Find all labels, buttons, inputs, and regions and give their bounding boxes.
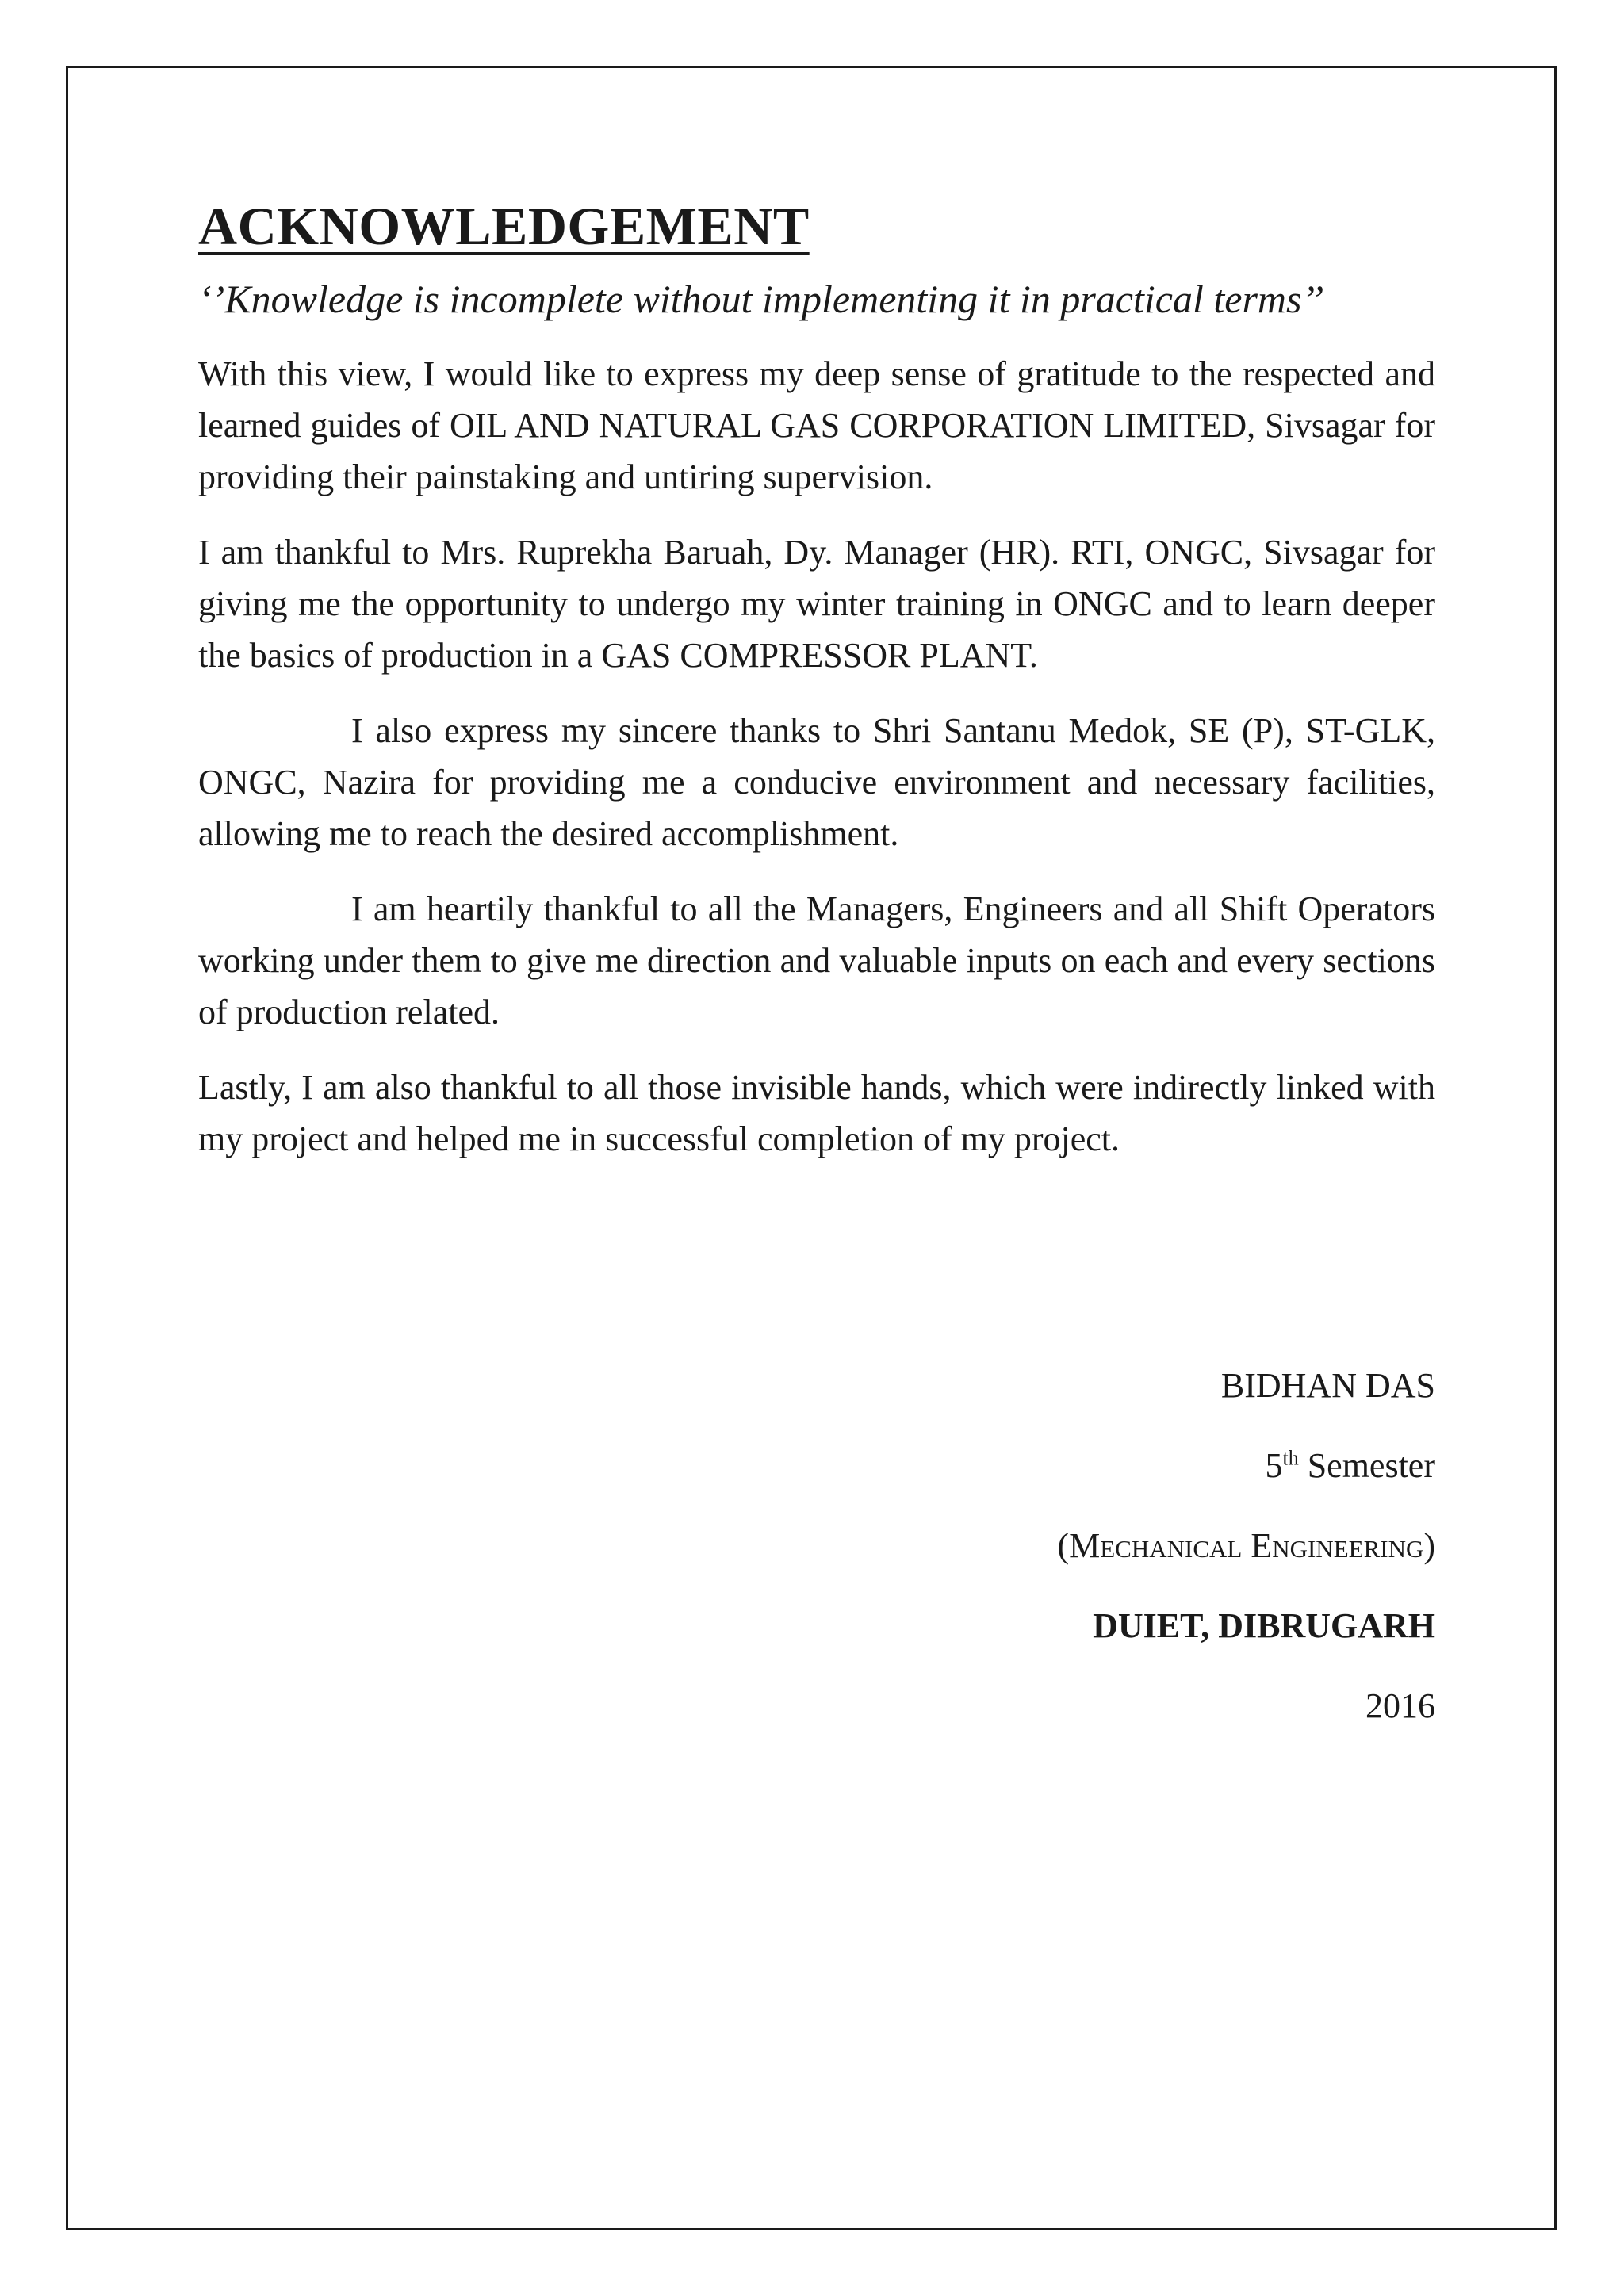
author-name: BIDHAN DAS [1220, 1366, 1435, 1405]
department-open-paren: ( [1057, 1526, 1070, 1565]
semester-suffix: th [1282, 1446, 1299, 1470]
paragraph-managers-thanks: I am heartily thankful to all the Managers, Engineers and all Shift Operators working under them to give me direction and valuable inputs on each and every sections of production related. [198, 889, 1435, 1031]
document-body [198, 194, 1435, 1188]
paragraph-gratitude: With this view, I would like to express my deep sense of gratitude to the respected and learned guides of OIL AND NATURAL GAS CORPORATION LIMITED, Sivsagar for providing their painstaking and untiring supervision. [198, 354, 1435, 496]
page-title: ACKNOWLEDGEMENT [198, 196, 810, 256]
paragraph-se-thanks: I also express my sincere thanks to Shri Santanu Medok, SE (P), ST-GLK, ONGC, Nazira for providing me a conducive environment and necessary facilities, allowing me to reach the desired accomplishment. [198, 710, 1435, 853]
signature-block [1057, 1365, 1435, 1766]
institution: DUIET, DIBRUGARH [1093, 1606, 1435, 1645]
semester-number: 5 [1265, 1446, 1283, 1485]
semester-label: Semester [1307, 1446, 1435, 1485]
department-close-paren: ) [1423, 1526, 1435, 1565]
paragraph-hr-thanks: I am thankful to Mrs. Ruprekha Baruah, Dy. Manager (HR). RTI, ONGC, Sivsagar for giving me the opportunity to undergo my winter training in ONGC and to learn deeper the basics of production in a GAS COMPRESSOR PLANT. [198, 532, 1435, 675]
department-name: Mechanical Engineering [1069, 1526, 1424, 1565]
opening-quote: ‘’Knowledge is incomplete without implementing it in practical terms’’ [198, 276, 1324, 321]
paragraph-closing: Lastly, I am also thankful to all those invisible hands, which were indirectly linked with my project and helped me in successful completion of my project. [198, 1067, 1435, 1158]
year: 2016 [1365, 1686, 1435, 1725]
department [1057, 1525, 1435, 1605]
semester [1057, 1445, 1435, 1525]
